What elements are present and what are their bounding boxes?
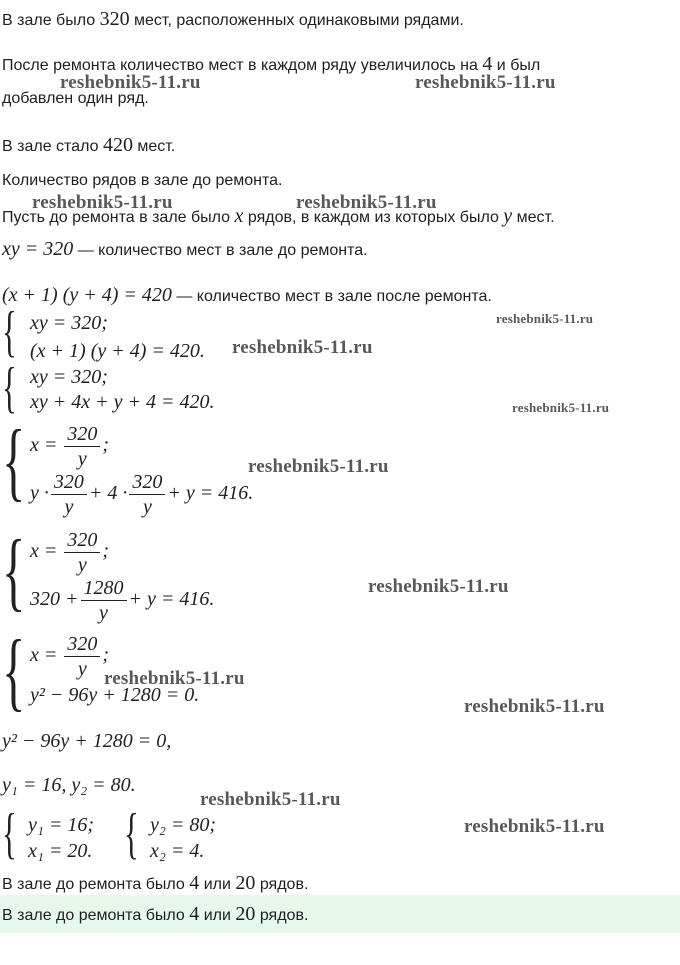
watermark: reshebnik5-11.ru xyxy=(248,456,389,477)
roots: y₁ = 16, y₂ = 80. xyxy=(2,774,136,796)
watermark: reshebnik5-11.ru xyxy=(232,337,373,358)
system-6-line-2: x₁ = 20. xyxy=(28,840,93,862)
system-7-line-2: x₂ = 4. xyxy=(150,840,205,862)
brace-system-3: { xyxy=(2,413,26,510)
quadratic-equation: y² − 96y + 1280 = 0, xyxy=(2,730,172,752)
brace-system-1: { xyxy=(2,301,17,363)
watermark: reshebnik5-11.ru xyxy=(415,72,556,93)
problem-line-3: добавлен один ряд. xyxy=(2,90,149,107)
system-6-line-1: y₁ = 16; xyxy=(28,814,94,836)
brace-system-7: { xyxy=(124,803,139,865)
watermark: reshebnik5-11.ru xyxy=(104,668,245,689)
problem-question: Количество рядов в зале до ремонта. xyxy=(2,172,283,189)
watermark: reshebnik5-11.ru xyxy=(512,400,610,415)
brace-system-5: { xyxy=(2,623,26,720)
brace-system-2: { xyxy=(2,357,17,419)
system-2-line-2: xy + 4x + y + 4 = 420. xyxy=(30,391,215,413)
fraction: $\frac{320}{y}$ xyxy=(64,422,100,471)
conclusion: В зале до ремонта было 4 или 20 рядов. xyxy=(2,872,309,894)
problem-line-4: В зале стало 420 мест. xyxy=(2,134,176,156)
equation-after: (x + 1) (y + 4) = 420 — количество мест в зале после ремонта. xyxy=(2,284,492,306)
watermark: reshebnik5-11.ru xyxy=(368,576,509,597)
watermark: reshebnik5-11.ru xyxy=(200,789,341,810)
answer-text: В зале до ремонта было 4 или 20 рядов. xyxy=(2,903,309,925)
fraction: $\frac{320}{y}$ xyxy=(129,470,165,519)
system-1-line-2: (x + 1) (y + 4) = 420. xyxy=(30,340,205,362)
fraction: $\frac{320}{y}$ xyxy=(64,632,100,681)
problem-line-2: После ремонта количество мест в каждом ряду увеличилось на 4 и был xyxy=(2,53,541,75)
brace-system-6: { xyxy=(2,803,17,865)
fraction: $\frac{320}{y}$ xyxy=(64,528,100,577)
watermark: reshebnik5-11.ru xyxy=(464,696,605,717)
answer-box xyxy=(0,895,680,933)
system-1-line-1: xy = 320; xyxy=(30,312,108,334)
system-5-line-1: x = $\frac{320}{y}$ ; xyxy=(30,633,110,680)
watermark: reshebnik5-11.ru xyxy=(60,72,201,93)
let-statement: Пусть до ремонта в зале было x рядов, в каждом из которых было y мест. xyxy=(2,205,555,227)
equation-before: xy = 320 — количество мест в зале до ремонта. xyxy=(2,238,368,260)
system-4-line-1: x = $\frac{320}{y}$ ; xyxy=(30,529,110,576)
problem-line-1: В зале было 320 мест, расположенных одинаковыми рядами. xyxy=(2,8,464,30)
system-2-line-1: xy = 320; xyxy=(30,366,108,388)
system-3-line-1: x = $\frac{320}{y}$ ; xyxy=(30,423,110,470)
system-7-line-1: y₂ = 80; xyxy=(150,814,216,836)
fraction: $\frac{1280}{y}$ xyxy=(81,576,127,625)
system-4-line-2: 320 + $\frac{1280}{y}$ + y = 416. xyxy=(30,577,215,624)
watermark: reshebnik5-11.ru xyxy=(464,816,605,837)
watermark: reshebnik5-11.ru xyxy=(32,192,173,213)
system-3-line-2: y · $\frac{320}{y}$ + 4 · $\frac{320}{y}$ + y = 416. xyxy=(30,471,254,518)
brace-system-4: { xyxy=(2,523,26,620)
system-5-line-2: y² − 96y + 1280 = 0. xyxy=(30,684,200,706)
fraction: $\frac{320}{y}$ xyxy=(51,470,87,519)
watermark: reshebnik5-11.ru xyxy=(296,192,437,213)
watermark: reshebnik5-11.ru xyxy=(496,311,594,326)
